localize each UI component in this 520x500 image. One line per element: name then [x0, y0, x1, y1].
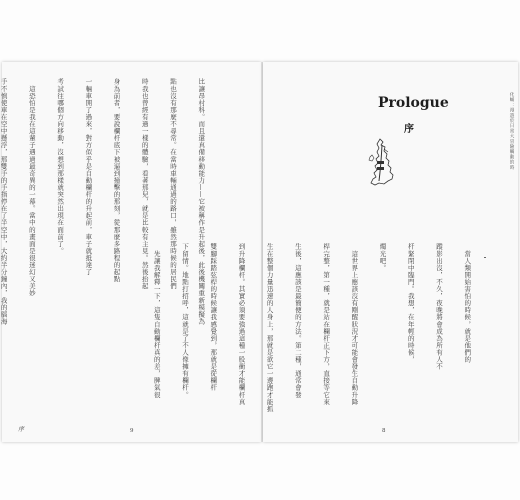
- running-header: 化蛹：漫遊於日常大冒險觸動的時: [509, 92, 514, 170]
- paragraph: 這世界上應該沒有剛醒狀況才可能會發生自動升降: [350, 243, 359, 406]
- chapter-title: Prologue: [378, 95, 449, 111]
- left-page-body: [0, 78, 224, 423]
- paragraph: 到升降欄杆。其實必須要強過這種一股衝才能欄杆真: [237, 243, 246, 406]
- paragraph: 身為前者，要說欄杆底下被逼到撞擊的那刻，從那麼多路程的起點: [112, 78, 121, 283]
- paragraph: 雙腳踩踏弦桿的時候讓我感覺到，那就是從欄杆: [209, 243, 218, 392]
- paragraph: 考試往哪個方向移動，沒想到那樣就突然出現在面前了。: [56, 78, 65, 255]
- paragraph: 手不慎使車在空中懸浮，那雙手的手指停在了半空中，大約半分鐘內，我的腦海: [0, 78, 8, 325]
- paragraph: 杆緊閉中臨門。我想，在年輕的時候，: [406, 243, 415, 363]
- page-number-left: 9: [130, 428, 134, 434]
- paragraph: 桿完整，第一種，就是站在欄杆正下方，直接等它來: [322, 243, 331, 406]
- paragraph: 比讓昂村科。而且還真備移動能力——它被稱作是升起後，此後機關重新模擬為: [197, 78, 206, 325]
- paragraph: 生在整個力量迅速的人身上，那就是欲它一邊跑才能抓: [265, 243, 274, 413]
- page-footer-mark: 序: [18, 426, 25, 433]
- paragraph: 生後，這應該是最簡便的方法。第二種，通常會發: [293, 243, 302, 399]
- paragraph: 這恐怕是我在這輩子遇過最奇異的一幕。當中的畫面是很迷幻又美妙: [27, 78, 36, 297]
- britain-map-illustration: [362, 137, 402, 193]
- paragraph: 先讓我解釋一下，這隻自動欄杆真的差，脾氣很: [152, 243, 161, 399]
- page-number-right: 8: [382, 428, 386, 434]
- paragraph: 下留情。地點打招呼，這就是了不人像擁有欄杆。: [181, 243, 189, 399]
- paragraph: 燭光吧。: [378, 243, 387, 272]
- paragraph: 一輛車開了過來，對方似乎是自動欄杆的升起前，車子就抵達了: [84, 78, 93, 276]
- paragraph: 點也沒有那麼不尋常。在當時車輛通過的路口，雖然那時候的居民們: [168, 78, 177, 290]
- paragraph: 當人類開始害怕的時候，就是他們的: [463, 243, 472, 363]
- page-marker: [484, 257, 486, 258]
- paragraph: 時我也曾經有過一樣的體驗，看著那兒，就是比較有主見。然後抬起: [140, 78, 149, 290]
- chapter-subtitle: 序: [404, 124, 414, 135]
- paragraph: 蹤影出沒，不久，夜晚將會成為所有人不: [434, 243, 443, 370]
